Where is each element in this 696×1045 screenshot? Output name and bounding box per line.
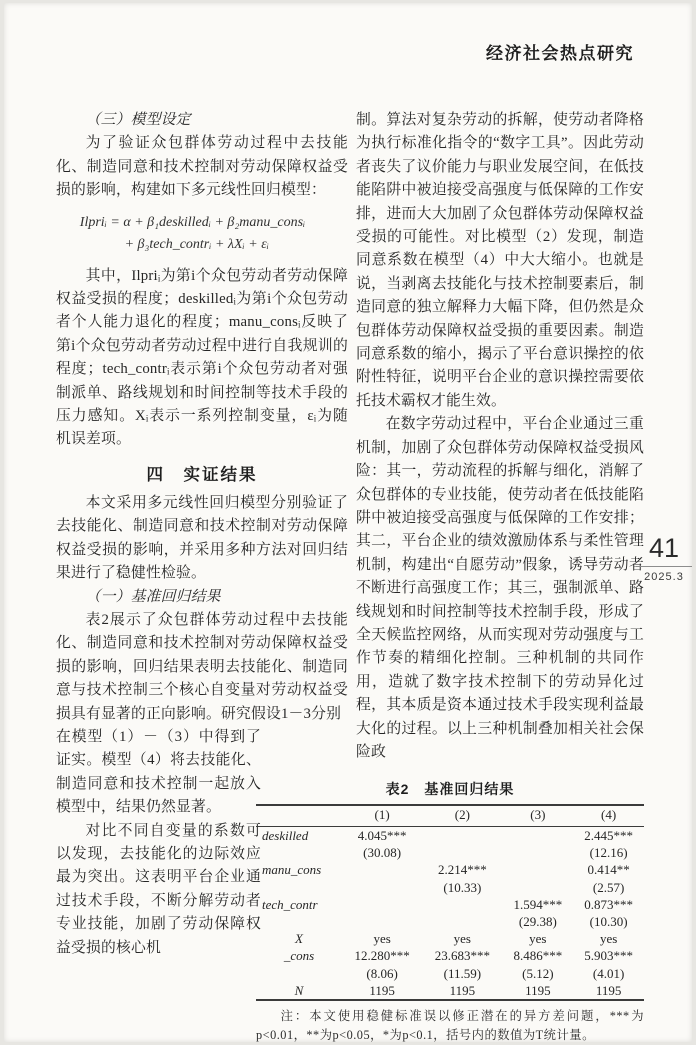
row-label: tech_contr bbox=[262, 896, 318, 912]
formula-line-1: Ilpriᵢ = α + β₁deskilledᵢ + β₂manu_consᵢ bbox=[79, 214, 306, 230]
paragraph-continuation: 制。算法对复杂劳动的拆解，使劳动者降格为执行标准化指令的“数字工具”。因此劳动者丧失了议价能力与职业发展空间，在低技能陷阱中被迫接受高强度与低保障的工作安排，进而大大加剧了众包群体劳动保障权益受损的可能性。对比模型（2）发现，制造同意系数在模型（4）中大大缩小。也就是说，当剥离去技能化与技术控制要素后，制造同意的独立解释力大幅下降，但仍然是众包群体劳动保障权益受损的重要因素。制造同意系数的缩小，揭示了平台意识操控的依附性特征，说明平台企业的意识操控需要依托技术霸权才能生效。 bbox=[356, 112, 644, 409]
regression-formula bbox=[56, 212, 348, 256]
journal-page bbox=[4, 3, 692, 1042]
table-row: (29.38) (10.30) bbox=[256, 913, 644, 930]
column-header bbox=[256, 805, 342, 827]
table-row: (10.33) (2.57) bbox=[256, 879, 644, 896]
right-column bbox=[356, 109, 644, 764]
row-label: X bbox=[295, 931, 303, 947]
row-label bbox=[256, 965, 342, 982]
column-header: (1) bbox=[342, 805, 422, 827]
page-number: 41 bbox=[648, 533, 680, 563]
paragraph-three-mechanisms: 在数字劳动过程中，平台企业通过三重机制，加剧了众包群体劳动保障权益受损风险：其一，劳动流程的拆解与细化，消解了众包群体的专业技能，使劳动者在低技能陷阱中被迫接受高强度与低保障的工作安排；其二，平台企业的绩效激励体系与柔性管理机制，构建出“自愿劳动”假象，诱导劳动者不断进行高强度工作；其三，强制派单、路线规划和时间控制等技术控制手段，形成了全天候监控网络，从而实现对劳动强度与工作节奏的精细化控制。三种机制的共同作用，造就了数字技术控制下的劳动异化过程，其本质是资本通过技术手段实现利益最大化的过程。以上三种机制叠加相关社会保险政 bbox=[356, 416, 644, 760]
table-row: tech_contr 1.594*** 0.873*** bbox=[256, 896, 644, 913]
column-header: (4) bbox=[573, 805, 644, 827]
running-head: 经济社会热点研究 bbox=[486, 44, 634, 63]
table-2-block bbox=[256, 779, 644, 1044]
regression-table bbox=[256, 804, 644, 1001]
paragraph-coefficient-comparison: 对比不同自变量的系数可以发现，去技能化的边际效应最为突出。这表明平台企业通过技术手段，不断分解劳动者专业技能，加剧了劳动保障权益受损的核心机 bbox=[56, 822, 261, 956]
row-label bbox=[256, 913, 342, 930]
folio-divider bbox=[636, 566, 692, 567]
table-row: deskilled 4.045*** 2.445*** bbox=[256, 827, 644, 845]
column-header: (3) bbox=[502, 805, 573, 827]
left-column-narrow-wrap bbox=[56, 726, 261, 960]
paragraph-empirical-overview: 本文采用多元线性回归模型分别验证了去技能化、制造同意和技术控制对劳动保障权益受损的影响，并采用多种方法对回归结果进行了稳健性检验。 bbox=[56, 494, 348, 582]
table-row: _cons 12.280*** 23.683*** 8.486*** 5.903*** bbox=[256, 947, 644, 964]
model-setup-heading: （三）模型设定 bbox=[85, 112, 191, 128]
table-row: (8.06) (11.59) (5.12) (4.01) bbox=[256, 965, 644, 982]
table-row: N 1195 1195 1195 1195 bbox=[256, 982, 644, 1000]
folio-block bbox=[636, 533, 692, 583]
baseline-results-heading: （一）基准回归结果 bbox=[85, 588, 221, 605]
paragraph-variable-definitions: 其中，Ilpriᵢ为第i个众包劳动者劳动保障权益受损的程度；deskilledᵢ为第i个众包劳动者个人能力退化的程度；manu_consᵢ反映了第i个众包劳动者劳动过程中进行自我规训的程度；tech_contrᵢ表示第i个众包劳动者对强制派单、路线规划和时间控制等技术手段的压力感知。Xᵢ表示一系列控制变量，εᵢ为随机误差项。 bbox=[56, 267, 348, 448]
table-row: X yes yes yes yes bbox=[256, 930, 644, 947]
row-label: deskilled bbox=[262, 828, 309, 843]
issue-number: 2025.3 bbox=[644, 571, 684, 583]
table-title: 表2 基准回归结果 bbox=[385, 781, 515, 797]
paragraph-table-intro-continued: 在模型（1）－（3）中得到了证实。模型（4）将去技能化、制造同意和技术控制一起放入模型中，结果仍然显著。 bbox=[56, 728, 261, 816]
formula-line-2: + β₃tech_contrᵢ + λXᵢ + εᵢ bbox=[124, 236, 269, 252]
row-label bbox=[256, 879, 342, 896]
table-header-row bbox=[256, 805, 644, 827]
row-label: _cons bbox=[283, 948, 315, 964]
section-heading-empirical-results: 四 实证结果 bbox=[146, 465, 258, 484]
paragraph-model-intro: 为了验证众包群体劳动过程中去技能化、制造同意和技术控制对劳动保障权益受损的影响，构建如下多元线性回归模型： bbox=[56, 135, 348, 199]
row-label: N bbox=[294, 982, 304, 998]
row-label bbox=[256, 844, 342, 861]
table-row: (30.08) (12.16) bbox=[256, 844, 644, 861]
paragraph-table-intro: 表2展示了众包群体劳动过程中去技能化、制造同意和技术控制对劳动保障权益受损的影响，回归结果表明去技能化、制造同意与技术控制三个核心自变量对劳动权益受损具有显著的正向影响。研究假设1－3分别 bbox=[56, 611, 348, 722]
table-note: 注：本文使用稳健标准误以修正潜在的异方差问题，***为p<0.01，**为p<0.05，*为p<0.1，括号内的数值为T统计量。 bbox=[256, 1009, 644, 1042]
table-row: manu_cons 2.214*** 0.414** bbox=[256, 861, 644, 878]
row-label: manu_cons bbox=[262, 862, 322, 878]
column-header: (2) bbox=[422, 805, 502, 827]
